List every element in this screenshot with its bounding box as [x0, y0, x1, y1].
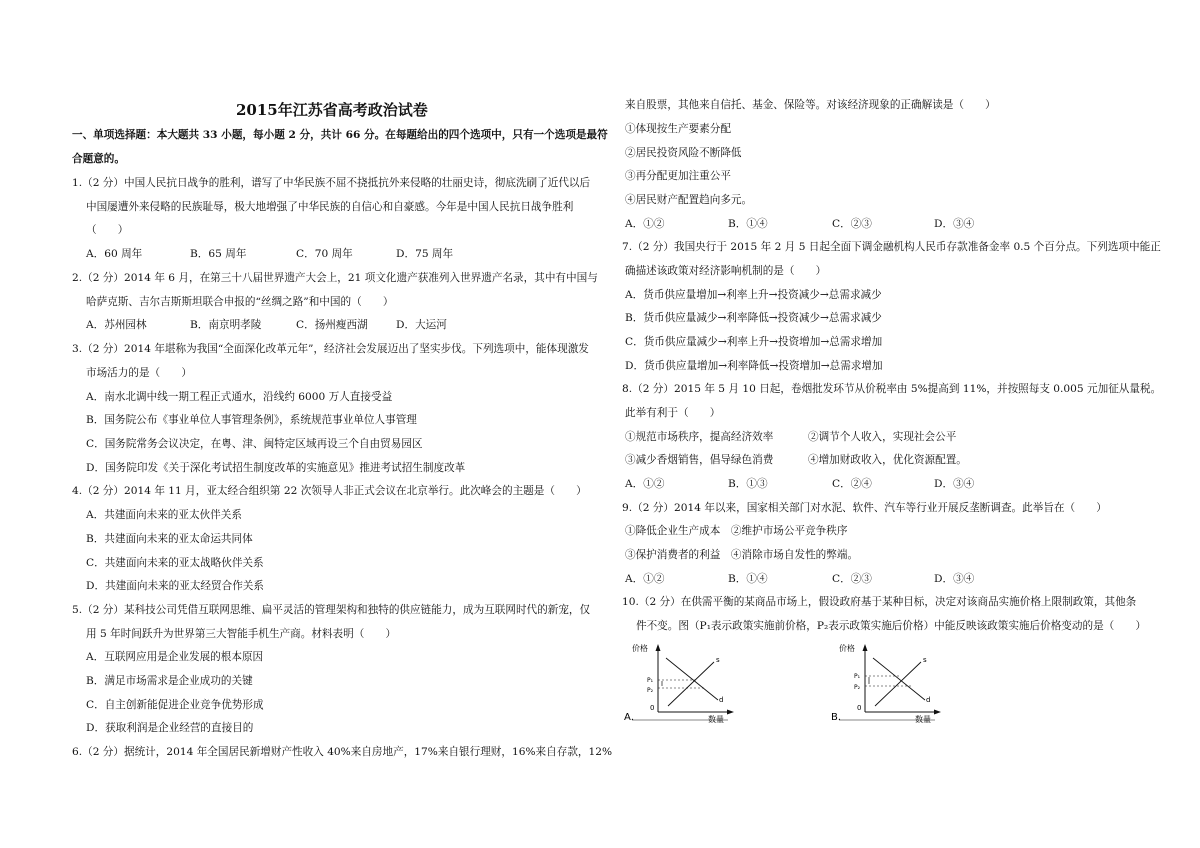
statement-item: ①体现按生产要素分配 [625, 123, 731, 135]
option-d: D．③④ [934, 218, 975, 230]
statement-item: ①规范市场秩序，提高经济效率 [625, 431, 774, 443]
statement-item: ②调节个人收入，实现社会公平 [808, 431, 957, 443]
option-b: B．共建面向未来的亚太命运共同体 [86, 533, 253, 545]
option-a: A．①② [625, 478, 665, 490]
supply-demand-graph-b [829, 640, 969, 724]
option-d: D．大运河 [396, 319, 447, 331]
origin-label: 0 [857, 704, 862, 712]
option-c: C．②③ [832, 573, 872, 585]
question-1-text: （ ） [86, 224, 129, 236]
question-10-text: 10.（2 分）在供需平衡的某商品市场上，假设政府基于某种目标，决定对该商品实施价格上限制政策，其他条 [622, 596, 1137, 608]
option-a: A．①② [625, 218, 665, 230]
option-d: D．③④ [934, 478, 975, 490]
statement-item: ④增加财政收入，优化资源配置。 [808, 454, 967, 466]
option-c: C．70 周年 [296, 248, 353, 260]
option-c: C．②③ [832, 218, 872, 230]
option-label: B． [831, 712, 848, 723]
option-a: A．南水北调中线一期工程正式通水，沿线约 6000 万人直接受益 [86, 391, 393, 403]
option-b: B．南京明孝陵 [190, 319, 262, 331]
option-a: A．60 周年 [86, 248, 143, 260]
option-d: D．货币供应量增加→利率降低→投资增加→总需求增加 [625, 360, 883, 372]
option-a: A．货币供应量增加→利率上升→投资减少→总需求减少 [625, 289, 882, 301]
x-axis-arrow [934, 710, 941, 715]
option-a: A．共建面向未来的亚太伙伴关系 [86, 509, 242, 521]
demand-curve [873, 658, 925, 700]
question-6-text: 来自股票，其他来自信托、基金、保险等。对该经济现象的正确解读是（ ） [625, 99, 996, 111]
statement-item: ③保护消费者的利益 ④消除市场自发性的弊端。 [625, 549, 859, 561]
p2-label: P₂ [647, 687, 654, 694]
question-8-text: 8.（2 分）2015 年 5 月 10 日起，卷烟批发环节从价税率由 5%提高到 11%，并按照每支 0.005 元加征从量税。 [622, 383, 1162, 395]
question-7-text: 7.（2 分）我国央行于 2015 年 2 月 5 日起全面下调金融机构人民币存款准备金率 0.5 个百分点。下列选项中能正 [622, 241, 1161, 253]
option-d: D．75 周年 [396, 248, 454, 260]
question-2-text: 2.（2 分）2014 年 6 月，在第三十八届世界遗产大会上，21 项文化遗产获准列入世界遗产名录，其中有中国与 [72, 272, 598, 284]
option-b: B．65 周年 [190, 248, 247, 260]
x-axis-label: 数量 [708, 715, 724, 724]
option-a: A．①② [625, 573, 665, 585]
y-axis-arrow [656, 644, 661, 651]
supply-label: s [923, 656, 927, 664]
option-c: C．共建面向未来的亚太战略伙伴关系 [86, 557, 264, 569]
question-3-text: 市场活力的是（ ） [86, 367, 192, 379]
question-6-text: 6.（2 分）据统计，2014 年全国居民新增财产性收入 40%来自房地产，17%来自银行理财，16%来自存款，12% [72, 746, 613, 758]
option-c: C．自主创新能促进企业竞争优势形成 [86, 699, 264, 711]
question-4-text: 4.（2 分）2014 年 11 月，亚太经合组织第 22 次领导人非正式会议在北京举行。此次峰会的主题是（ ） [72, 485, 587, 497]
section-header-cont: 合题意的。 [72, 153, 125, 165]
question-1-text: 1.（2 分）中国人民抗日战争的胜利，谱写了中华民族不屈不挠抵抗外来侵略的壮丽史诗，彻底洗刷了近代以后 [72, 177, 591, 189]
x-axis-arrow [727, 710, 734, 715]
supply-curve [668, 662, 714, 706]
demand-label: d [719, 696, 724, 704]
option-label: A． [624, 712, 641, 723]
demand-curve [666, 658, 718, 700]
question-5-text: 5.（2 分）某科技公司凭借互联网思维、扁平灵活的管理架构和独特的供应链能力，成为互联网时代的新宠，仅 [72, 604, 591, 616]
option-b: B．①④ [728, 573, 768, 585]
option-c: C．扬州瘦西湖 [296, 319, 368, 331]
statement-item: ③减少香烟销售，倡导绿色消费 [625, 454, 774, 466]
y-axis-label: 价格 [632, 644, 648, 653]
option-d: D．共建面向未来的亚太经贸合作关系 [86, 580, 264, 592]
option-c: C．国务院常务会议决定，在粤、津、闽特定区域再设三个自由贸易园区 [86, 438, 423, 450]
statement-item: ④居民财产配置趋向多元。 [625, 194, 753, 206]
question-8-text: 此举有利于（ ） [625, 407, 721, 419]
option-c: C．货币供应量减少→利率上升→投资增加→总需求增加 [625, 336, 883, 348]
statement-item: ③再分配更加注重公平 [625, 170, 731, 182]
supply-label: s [716, 656, 720, 664]
option-b: B．①④ [728, 218, 768, 230]
question-1-text: 中国屡遭外来侵略的民族耻辱，极大地增强了中华民族的自信心和自豪感。今年是中国人民抗日战争胜利 [86, 201, 574, 213]
y-axis-arrow [863, 644, 868, 651]
page-title: 2015年江苏省高考政治试卷 [236, 101, 428, 119]
y-axis-label: 价格 [839, 644, 855, 653]
statement-item: ①降低企业生产成本 ②维护市场公平竞争秩序 [625, 525, 848, 537]
question-10-text: 件不变。图（P₁表示政策实施前价格，P₂表示政策实施后价格）中能反映该政策实施后价格变动的是（ ） [636, 620, 1147, 632]
section-header: 一、单项选择题：本大题共 33 小题，每小题 2 分，共计 66 分。在每题给出的四个选项中，只有一个选项是最符 [72, 129, 608, 141]
question-2-text: 哈萨克斯、吉尔吉斯斯坦联合申报的“丝绸之路”和中国的（ ） [86, 296, 394, 308]
x-axis-label: 数量 [915, 715, 931, 724]
option-d: D．国务院印发《关于深化考试招生制度改革的实施意见》推进考试招生制度改革 [86, 462, 466, 474]
question-9-text: 9.（2 分）2014 年以来，国家相关部门对水泥、软件、汽车等行业开展反垄断调查。此举旨在（ ） [622, 502, 1107, 514]
supply-demand-graph-a [622, 640, 762, 724]
origin-label: 0 [650, 704, 655, 712]
option-d: D．③④ [934, 573, 975, 585]
option-b: B．国务院公布《事业单位人事管理条例》，系统规范事业单位人事管理 [86, 414, 417, 426]
option-b: B．满足市场需求是企业成功的关键 [86, 675, 253, 687]
question-7-text: 确描述该政策对经济影响机制的是（ ） [625, 265, 827, 277]
option-c: C．②④ [832, 478, 872, 490]
option-b: B．货币供应量减少→利率降低→投资减少→总需求减少 [625, 312, 882, 324]
question-3-text: 3.（2 分）2014 年堪称为我国“全面深化改革元年”，经济社会发展迈出了坚实步伐。下列选项中，能体现激发 [72, 343, 589, 355]
option-d: D．获取利润是企业经营的直接目的 [86, 722, 254, 734]
p1-label: P₁ [647, 677, 654, 684]
demand-label: d [926, 696, 931, 704]
option-a: A．苏州园林 [86, 319, 147, 331]
p2-label: P₂ [854, 684, 861, 691]
statement-item: ②居民投资风险不断降低 [625, 147, 742, 159]
p1-label: P₁ [854, 673, 861, 680]
option-a: A．互联网应用是企业发展的根本原因 [86, 651, 264, 663]
question-5-text: 用 5 年时间跃升为世界第三大智能手机生产商。材料表明（ ） [86, 628, 397, 640]
option-b: B．①③ [728, 478, 768, 490]
supply-curve [875, 662, 921, 706]
